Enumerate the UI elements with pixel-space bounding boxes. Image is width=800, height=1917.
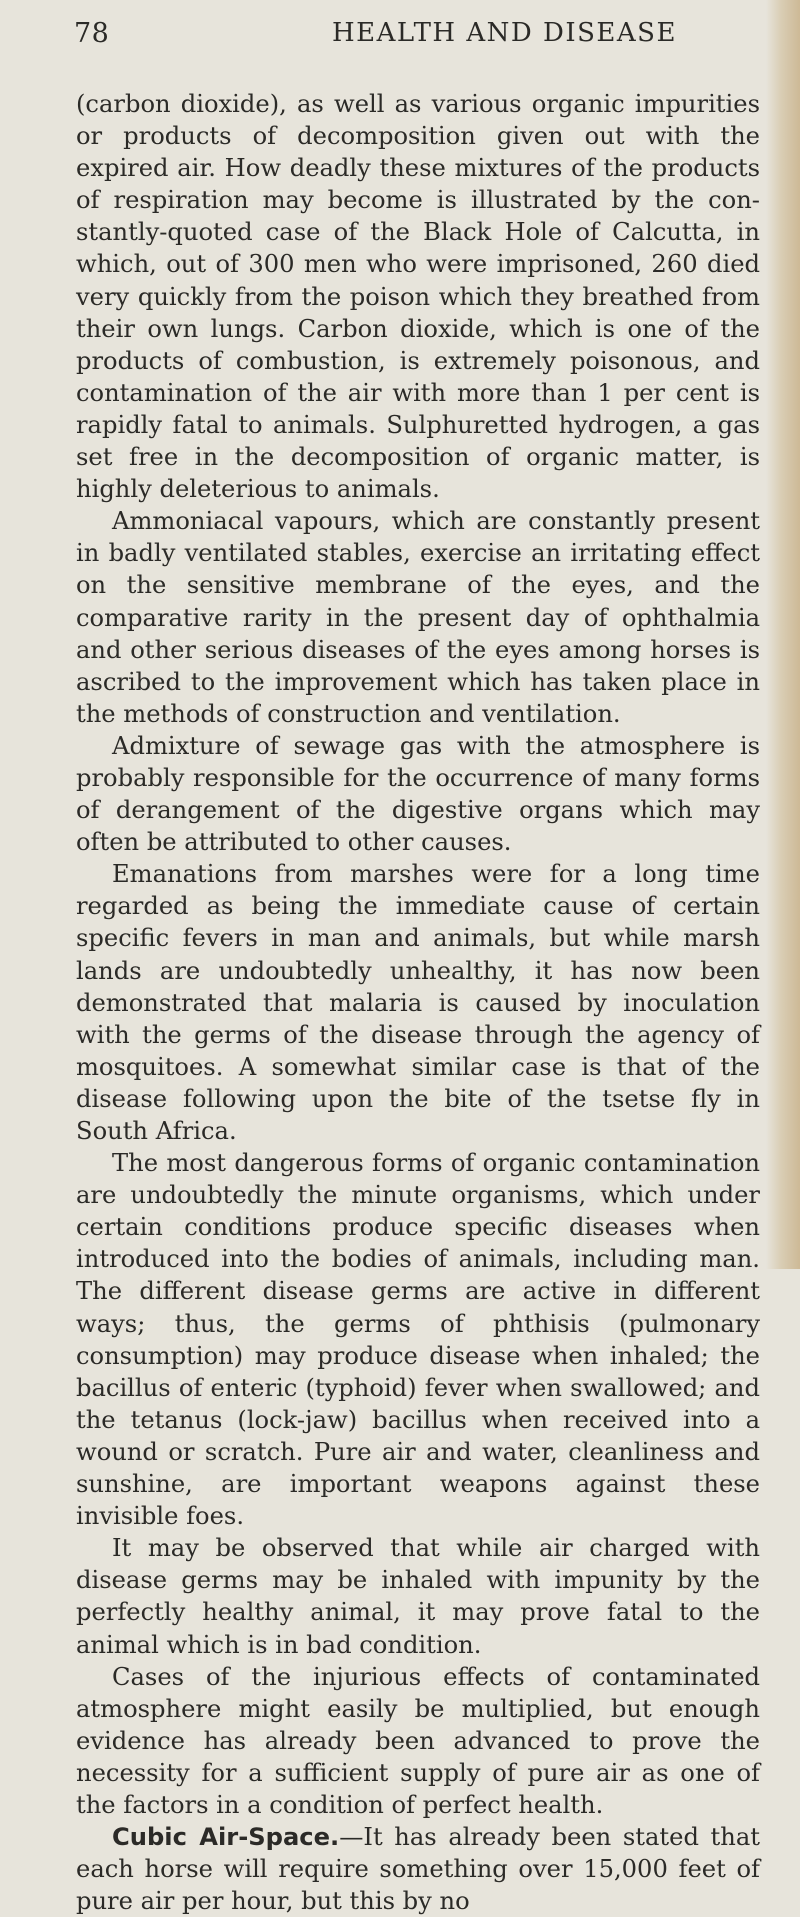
body-text: [76, 88, 760, 1917]
paragraph-sewage-gas: Admixture of sewage gas with the atmosphere is probably responsible for the occurrence of many forms of derangement of the digestive organs which may often be attributed to other causes.: [76, 731, 760, 857]
running-head: HEALTH AND DISEASE: [332, 18, 677, 48]
paragraph-organic-contamination: The most dangerous forms of organic contamination are undoubtedly the minute organisms, which under certain conditions produce specific diseases when introduced into the bodies of animals, including man. The different disease germs are active in different ways; thus, the germs of phthisis (pulmonary consumption) may produce disease when inhaled; the bacillus of enteric (typhoid) fever when swallowed; and the tetanus (lock-jaw) bacillus when received into a wound or scratch. Pure air and water, cleanliness and sunshine, are important weapons against these invisible foes.: [76, 1149, 760, 1531]
page-number: 78: [74, 18, 110, 49]
side-heading-cubic-air-space: Cubic Air-Space.: [112, 1823, 340, 1852]
paragraph-cubic-air-space: [76, 1821, 760, 1917]
paragraph-carbon-dioxide: (carbon dioxide), as well as various organic impurities or products of decomposition given out with the expired air. How deadly these mixtures of the products of respiration may become is illustrated by the con-stantly-quoted case of the Black Hole of Calcutta, in which, out of 300 men who were imprisoned, 260 died very quickly from the poison which they breathed from their own lungs. Carbon dioxide, which is one of the products of combustion, is extremely poisonous, and contamination of the air with more than 1 per cent is rapidly fatal to animals. Sulphuretted hydrogen, a gas set free in the decomposition of organic matter, is highly deleterious to animals.: [76, 90, 760, 504]
paragraph-marsh-emanations: Emanations from marshes were for a long time regarded as being the immediate cause of certain specific fevers in man and animals, but while marsh lands are undoubtedly unhealthy, it has now been demonstrated that malaria is caused by inoculation with the germs of the disease through the agency of mosquitoes. A somewhat similar case is that of the disease following upon the bite of the tsetse fly in South Africa.: [76, 860, 760, 1145]
paragraph-disease-germs: It may be observed that while air charged with disease germs may be inhaled with impunity by the perfectly healthy animal, it may prove fatal to the animal which is in bad condition.: [76, 1534, 760, 1659]
page-header: [0, 18, 800, 58]
paragraph-cubic-air-space-text: —It has already been stated that each horse will require something over 15,000 feet of pure air per hour, but this by no: [76, 1823, 760, 1916]
paragraph-ammoniacal-vapours: Ammoniacal vapours, which are constantly present in badly ventilated stables, exercise an irritating effect on the sensitive membrane of the eyes, and the comparative rarity in the present day of ophthalmia and other serious diseases of the eyes among horses is ascribed to the improvement which has taken place in the methods of construction and ventilation.: [76, 507, 760, 728]
paragraph-injurious-effects: Cases of the injurious effects of contaminated atmosphere might easily be multiplied, but enough evidence has already been advanced to prove the necessity for a sufficient supply of pure air as one of the factors in a condition of perfect health.: [76, 1662, 760, 1819]
page-edge-shadow: [766, 0, 800, 1269]
